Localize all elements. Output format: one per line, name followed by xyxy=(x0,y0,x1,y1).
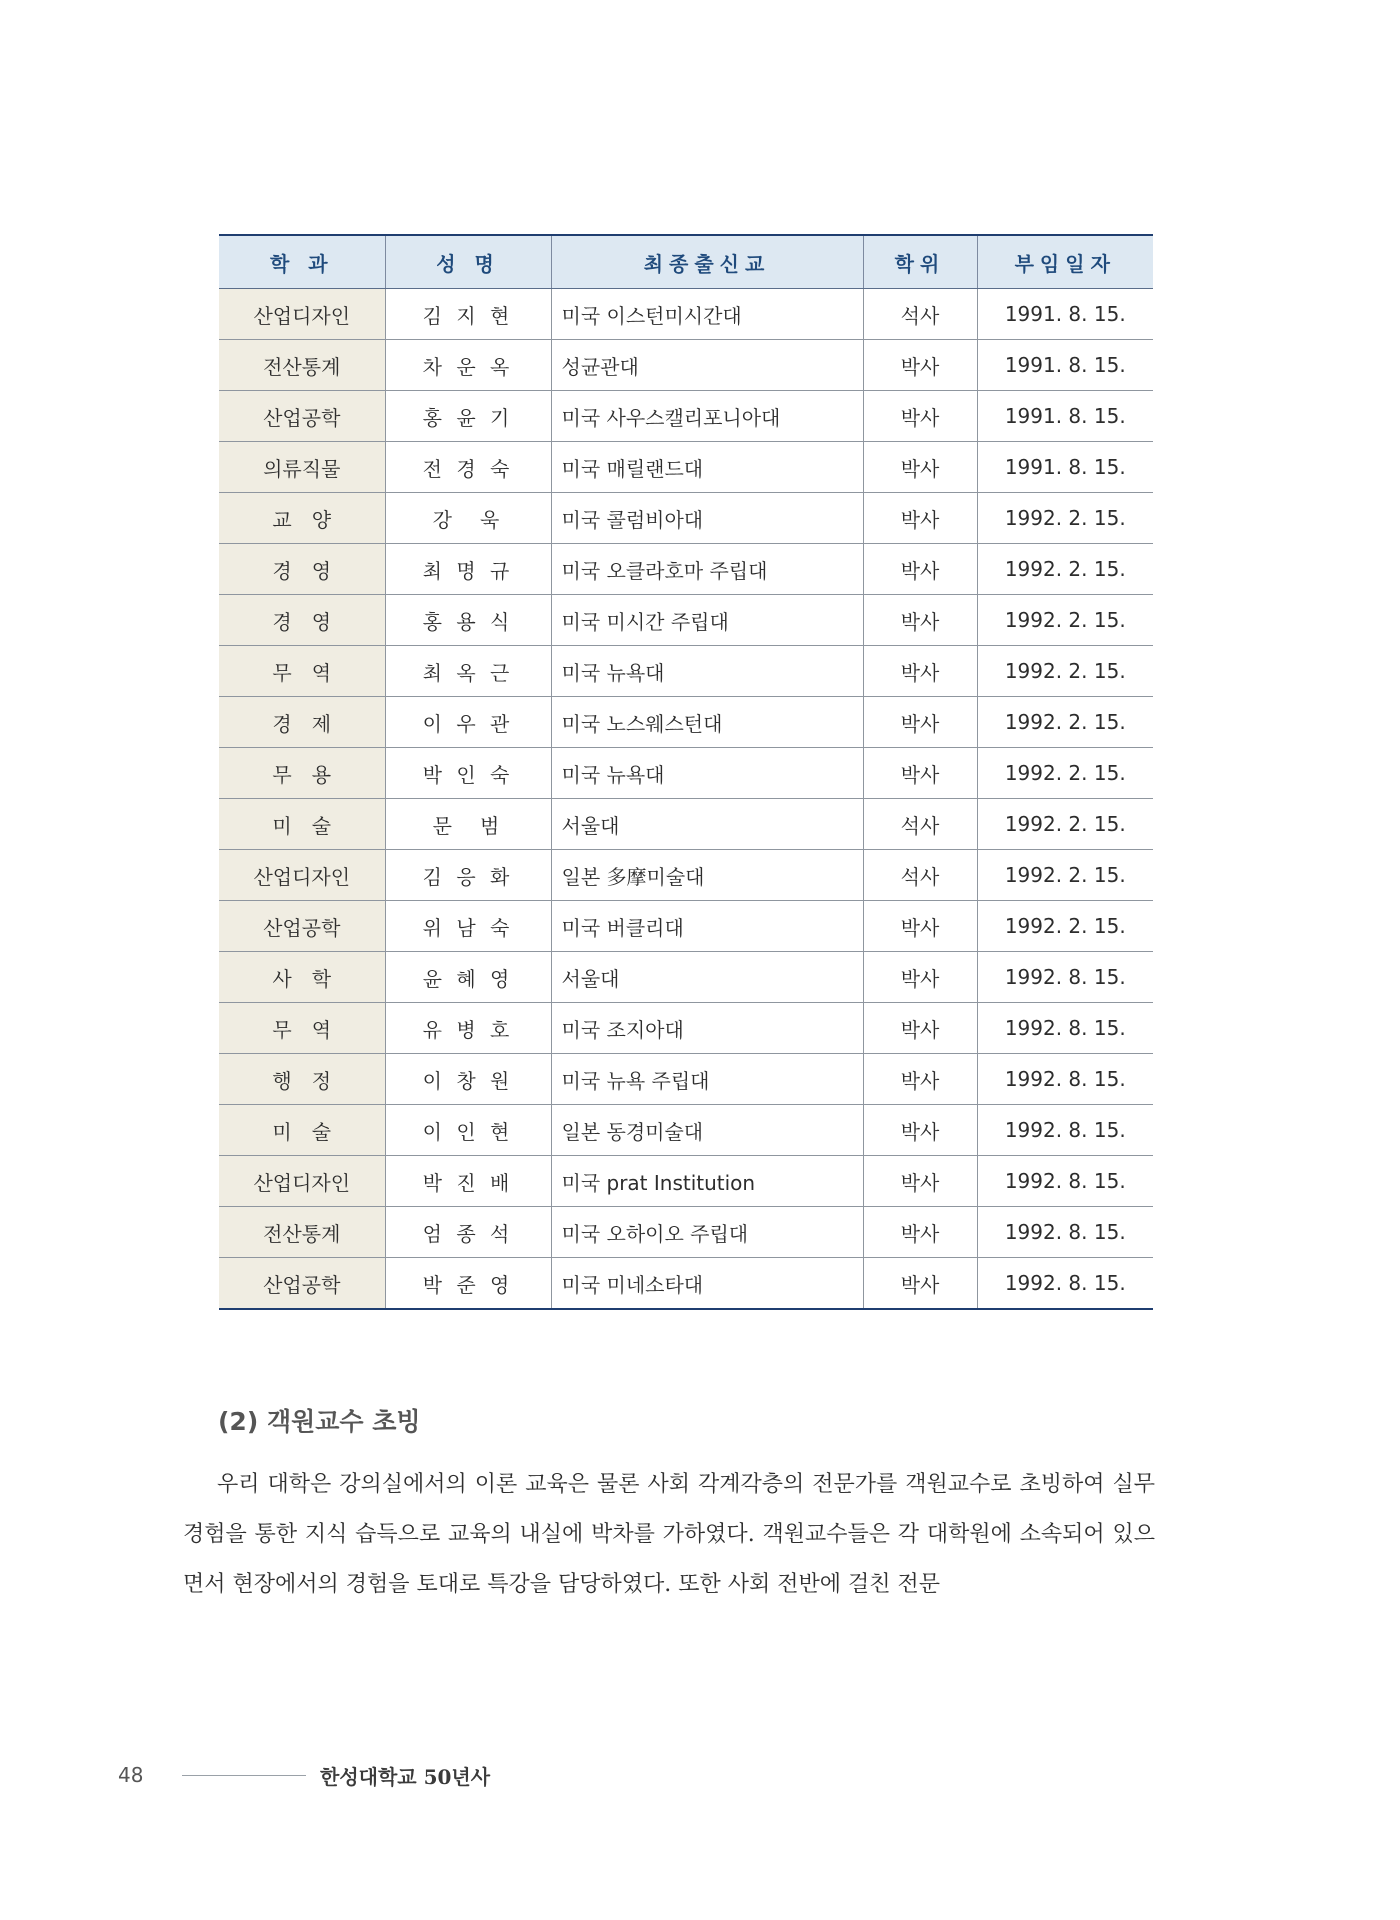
cell-degree: 박사 xyxy=(863,1003,977,1054)
cell-name: 유 병 호 xyxy=(385,1003,551,1054)
cell-department: 무 역 xyxy=(219,1003,385,1054)
footer-divider xyxy=(182,1775,306,1776)
cell-name: 홍 윤 기 xyxy=(385,391,551,442)
cell-name: 홍 용 식 xyxy=(385,595,551,646)
cell-name: 강 욱 xyxy=(385,493,551,544)
cell-final-school: 미국 오클라호마 주립대 xyxy=(551,544,863,595)
section-heading: (2) 객원교수 초빙 xyxy=(218,1407,421,1436)
table-row xyxy=(219,1105,1153,1156)
cell-degree: 박사 xyxy=(863,1054,977,1105)
page-footer xyxy=(118,1760,490,1790)
cell-degree: 석사 xyxy=(863,850,977,901)
cell-department: 경 영 xyxy=(219,595,385,646)
header-department: 학 과 xyxy=(219,235,385,289)
cell-name: 윤 혜 영 xyxy=(385,952,551,1003)
cell-department: 산업디자인 xyxy=(219,1156,385,1207)
cell-name: 전 경 숙 xyxy=(385,442,551,493)
cell-appointment-date: 1992. 2. 15. xyxy=(977,493,1153,544)
cell-final-school: 성균관대 xyxy=(551,340,863,391)
cell-degree: 박사 xyxy=(863,544,977,595)
cell-appointment-date: 1992. 2. 15. xyxy=(977,850,1153,901)
cell-department: 산업공학 xyxy=(219,901,385,952)
cell-name: 박 진 배 xyxy=(385,1156,551,1207)
cell-name: 이 창 원 xyxy=(385,1054,551,1105)
cell-name: 엄 종 석 xyxy=(385,1207,551,1258)
table-row xyxy=(219,442,1153,493)
cell-department: 사 학 xyxy=(219,952,385,1003)
cell-department: 교 양 xyxy=(219,493,385,544)
cell-final-school: 미국 사우스캘리포니아대 xyxy=(551,391,863,442)
cell-final-school: 미국 prat Institution xyxy=(551,1156,863,1207)
cell-appointment-date: 1992. 2. 15. xyxy=(977,697,1153,748)
cell-department: 산업디자인 xyxy=(219,850,385,901)
cell-appointment-date: 1991. 8. 15. xyxy=(977,289,1153,340)
cell-name: 최 명 규 xyxy=(385,544,551,595)
cell-department: 의류직물 xyxy=(219,442,385,493)
cell-department: 산업공학 xyxy=(219,1258,385,1310)
cell-degree: 석사 xyxy=(863,799,977,850)
cell-name: 이 인 현 xyxy=(385,1105,551,1156)
faculty-table xyxy=(219,234,1153,1310)
cell-name: 박 인 숙 xyxy=(385,748,551,799)
cell-final-school: 일본 동경미술대 xyxy=(551,1105,863,1156)
cell-degree: 석사 xyxy=(863,289,977,340)
cell-final-school: 서울대 xyxy=(551,952,863,1003)
cell-final-school: 미국 버클리대 xyxy=(551,901,863,952)
cell-name: 김 응 화 xyxy=(385,850,551,901)
cell-appointment-date: 1991. 8. 15. xyxy=(977,340,1153,391)
cell-department: 미 술 xyxy=(219,1105,385,1156)
cell-final-school: 미국 콜럼비아대 xyxy=(551,493,863,544)
cell-appointment-date: 1992. 2. 15. xyxy=(977,595,1153,646)
cell-department: 산업공학 xyxy=(219,391,385,442)
cell-name: 박 준 영 xyxy=(385,1258,551,1310)
cell-degree: 박사 xyxy=(863,493,977,544)
cell-degree: 박사 xyxy=(863,442,977,493)
table-row xyxy=(219,493,1153,544)
header-degree: 학위 xyxy=(863,235,977,289)
cell-degree: 박사 xyxy=(863,646,977,697)
cell-appointment-date: 1992. 8. 15. xyxy=(977,952,1153,1003)
cell-appointment-date: 1992. 2. 15. xyxy=(977,901,1153,952)
cell-final-school: 미국 뉴욕대 xyxy=(551,748,863,799)
table-row xyxy=(219,1207,1153,1258)
cell-final-school: 미국 조지아대 xyxy=(551,1003,863,1054)
table-row xyxy=(219,799,1153,850)
header-row xyxy=(219,235,1153,289)
cell-department: 전산통계 xyxy=(219,340,385,391)
cell-final-school: 미국 이스턴미시간대 xyxy=(551,289,863,340)
table-row xyxy=(219,1003,1153,1054)
cell-final-school: 미국 미네소타대 xyxy=(551,1258,863,1310)
book-title: 한성대학교 50년사 xyxy=(320,1764,491,1789)
cell-name: 문 범 xyxy=(385,799,551,850)
cell-appointment-date: 1992. 2. 15. xyxy=(977,544,1153,595)
table-row xyxy=(219,391,1153,442)
cell-final-school: 미국 노스웨스턴대 xyxy=(551,697,863,748)
cell-department: 행 정 xyxy=(219,1054,385,1105)
cell-name: 최 옥 근 xyxy=(385,646,551,697)
cell-appointment-date: 1992. 8. 15. xyxy=(977,1003,1153,1054)
cell-degree: 박사 xyxy=(863,748,977,799)
body-paragraph: 우리 대학은 강의실에서의 이론 교육은 물론 사회 각계각층의 전문가를 객원교수로 초빙하여 실무 경험을 통한 지식 습득으로 교육의 내실에 박차를 가하였다. 객원교수들은 각 대학원에 소속되어 있으면서 현장에서의 경험을 토대로 특강을 담당하였다. 또한 사회 전반에 걸친 전문 xyxy=(183,1472,1155,1597)
table-row xyxy=(219,1156,1153,1207)
table-row xyxy=(219,901,1153,952)
cell-department: 무 용 xyxy=(219,748,385,799)
cell-final-school: 일본 多摩미술대 xyxy=(551,850,863,901)
cell-department: 경 영 xyxy=(219,544,385,595)
cell-degree: 박사 xyxy=(863,1258,977,1310)
cell-appointment-date: 1992. 8. 15. xyxy=(977,1207,1153,1258)
cell-appointment-date: 1992. 2. 15. xyxy=(977,799,1153,850)
table-row xyxy=(219,1258,1153,1310)
cell-appointment-date: 1991. 8. 15. xyxy=(977,391,1153,442)
cell-final-school: 미국 매릴랜드대 xyxy=(551,442,863,493)
cell-degree: 박사 xyxy=(863,1105,977,1156)
cell-degree: 박사 xyxy=(863,952,977,1003)
cell-appointment-date: 1992. 8. 15. xyxy=(977,1156,1153,1207)
cell-degree: 박사 xyxy=(863,697,977,748)
cell-name: 이 우 관 xyxy=(385,697,551,748)
header-final-school: 최종출신교 xyxy=(551,235,863,289)
cell-appointment-date: 1992. 8. 15. xyxy=(977,1054,1153,1105)
cell-appointment-date: 1992. 2. 15. xyxy=(977,646,1153,697)
faculty-table-body xyxy=(219,289,1153,1310)
table-row xyxy=(219,544,1153,595)
table-row xyxy=(219,646,1153,697)
cell-degree: 박사 xyxy=(863,391,977,442)
cell-degree: 박사 xyxy=(863,340,977,391)
cell-appointment-date: 1992. 2. 15. xyxy=(977,748,1153,799)
cell-degree: 박사 xyxy=(863,1207,977,1258)
table-row xyxy=(219,1054,1153,1105)
table-row xyxy=(219,850,1153,901)
cell-final-school: 미국 뉴욕 주립대 xyxy=(551,1054,863,1105)
table-row xyxy=(219,748,1153,799)
cell-department: 경 제 xyxy=(219,697,385,748)
cell-department: 산업디자인 xyxy=(219,289,385,340)
cell-appointment-date: 1992. 8. 15. xyxy=(977,1258,1153,1310)
table-row xyxy=(219,595,1153,646)
cell-name: 차 운 옥 xyxy=(385,340,551,391)
table-row xyxy=(219,340,1153,391)
cell-final-school: 미국 오하이오 주립대 xyxy=(551,1207,863,1258)
cell-department: 전산통계 xyxy=(219,1207,385,1258)
cell-appointment-date: 1992. 8. 15. xyxy=(977,1105,1153,1156)
cell-final-school: 서울대 xyxy=(551,799,863,850)
header-appointment-date: 부임일자 xyxy=(977,235,1153,289)
cell-appointment-date: 1991. 8. 15. xyxy=(977,442,1153,493)
cell-department: 미 술 xyxy=(219,799,385,850)
cell-degree: 박사 xyxy=(863,1156,977,1207)
cell-name: 위 남 숙 xyxy=(385,901,551,952)
table-row xyxy=(219,289,1153,340)
faculty-table-header xyxy=(219,235,1153,289)
cell-final-school: 미국 뉴욕대 xyxy=(551,646,863,697)
cell-degree: 박사 xyxy=(863,901,977,952)
page-number: 48 xyxy=(118,1763,144,1787)
cell-department: 무 역 xyxy=(219,646,385,697)
cell-degree: 박사 xyxy=(863,595,977,646)
cell-name: 김 지 현 xyxy=(385,289,551,340)
header-name: 성 명 xyxy=(385,235,551,289)
table-row xyxy=(219,697,1153,748)
cell-final-school: 미국 미시간 주립대 xyxy=(551,595,863,646)
table-row xyxy=(219,952,1153,1003)
